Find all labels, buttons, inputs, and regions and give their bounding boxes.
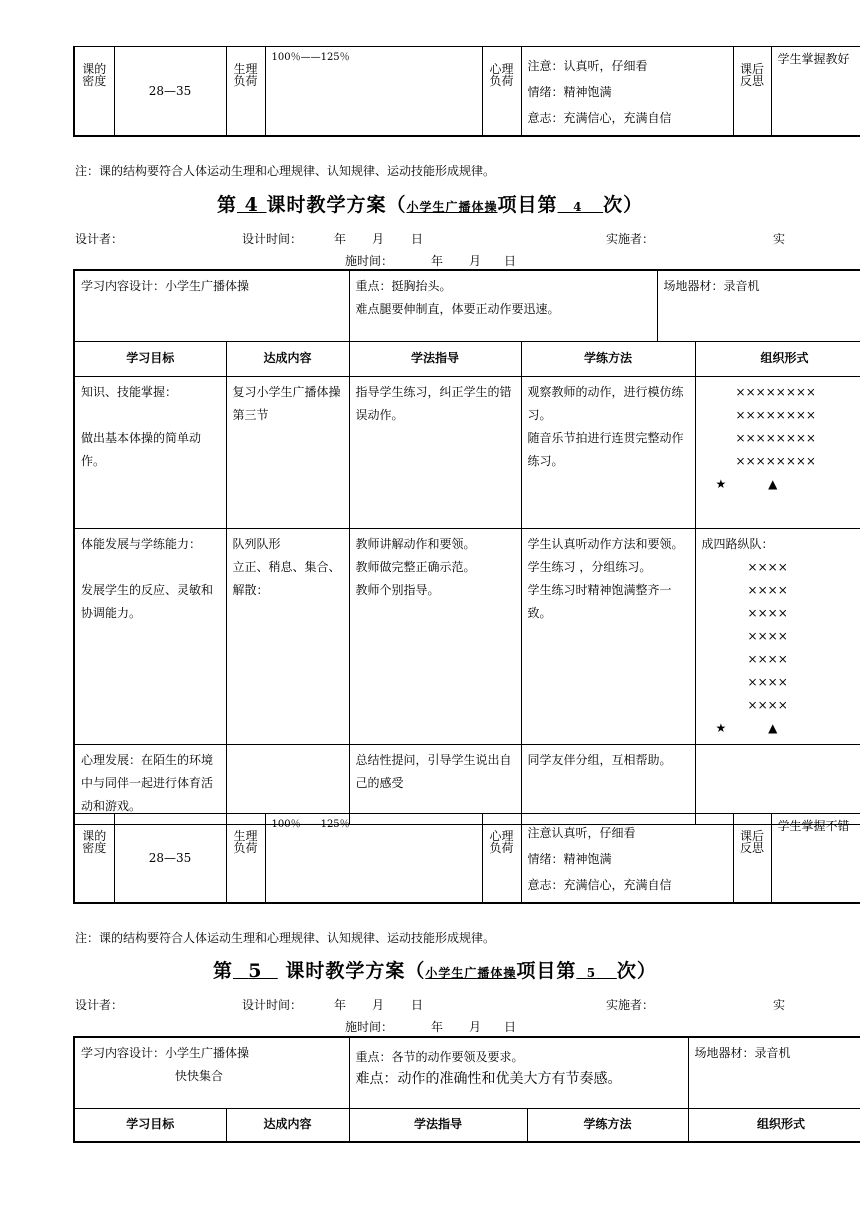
lesson5-impl-month: 月 xyxy=(469,1020,482,1034)
lesson4-table xyxy=(73,269,860,825)
lesson4-impl-day: 日 xyxy=(504,254,517,268)
lesson5-header-method: 学练方法 xyxy=(527,1108,688,1142)
structure-note: 注：课的结构要符合人体运动生理和心理规律、认知规律、运动技能形成规律。 xyxy=(75,164,496,178)
density-label: 课的密度 xyxy=(74,47,114,137)
lesson4-header-guide: 学法指导 xyxy=(349,341,521,376)
lesson4-design-time: 设计时间： xyxy=(242,232,303,246)
lesson4-phys-load-value: 100％——125％ xyxy=(265,814,482,904)
lesson5-impl-day: 日 xyxy=(504,1020,517,1034)
lesson5-title: 第 5 课时教学方案（小学生广播体操项目第 5 次） xyxy=(213,960,657,982)
psych-load-label: 心理负荷 xyxy=(482,47,521,137)
lesson4-content-2: 队列队形 立正、稍息、集合、解散： xyxy=(226,528,349,744)
lesson4-header-content: 达成内容 xyxy=(226,341,349,376)
lesson4-goal-3: 心理发展：在陌生的环境中与同伴一起进行体育活动和游戏。 xyxy=(74,744,226,824)
lesson4-summary-table xyxy=(73,813,860,904)
lesson4-key-point: 重点：挺胸抬头。 xyxy=(355,279,452,293)
lesson5-day: 日 xyxy=(411,998,424,1012)
lesson4-density-value: 28—35 xyxy=(114,814,226,904)
teacher-star-icon: ★ xyxy=(715,476,727,491)
lesson4-month: 月 xyxy=(372,232,385,246)
lesson4-density-label: 课的密度 xyxy=(74,814,114,904)
lesson5-shi: 实 xyxy=(773,998,786,1012)
lesson4-content-1: 复习小学生广播体操第三节 xyxy=(226,376,349,528)
lesson4-psych-load-label: 心理负荷 xyxy=(482,814,521,904)
lesson4-org-3 xyxy=(695,744,860,824)
lesson5-equipment: 场地器材：录音机 xyxy=(688,1037,860,1108)
lesson5-month: 月 xyxy=(372,998,385,1012)
lesson4-year: 年 xyxy=(334,232,347,246)
psych-emotion: 情绪：精神饱满 xyxy=(527,85,612,99)
lesson5-header-guide: 学法指导 xyxy=(349,1108,527,1142)
lesson5-impl-year: 年 xyxy=(431,1020,444,1034)
lesson5-design-time: 设计时间： xyxy=(242,998,303,1012)
lesson4-content-3 xyxy=(226,744,349,824)
lesson5-content-design: 学习内容设计：小学生广播体操 快快集合 xyxy=(74,1037,349,1108)
lesson5-designer: 设计者： xyxy=(75,998,124,1012)
lesson4-implementer: 实施者： xyxy=(606,232,655,246)
lesson4-designer: 设计者： xyxy=(75,232,124,246)
lesson4-title: 第 4 课时教学方案（小学生广播体操项目第 4 次） xyxy=(217,194,644,216)
lesson5-year: 年 xyxy=(334,998,347,1012)
lesson4-method-2: 学生认真听动作方法和要领。 学生练习 ，分组练习。 学生练习时精神饱满整齐一致。 xyxy=(521,528,695,744)
lesson5-impl-time: 施时间： xyxy=(345,1020,394,1034)
lesson4-guide-1: 指导学生练习，纠正学生的错误动作。 xyxy=(349,376,521,528)
lesson4-org-2-marks xyxy=(702,717,860,740)
lesson5-header-goal: 学习目标 xyxy=(74,1108,226,1142)
lesson4-impl-year: 年 xyxy=(431,254,444,268)
lesson4-goal-1: 知识、技能掌握： 做出基本体操的简单动作。 xyxy=(74,376,226,528)
lesson5-header-content: 达成内容 xyxy=(226,1108,349,1142)
lesson5-header-org: 组织形式 xyxy=(688,1108,860,1142)
lesson4-header-org: 组织形式 xyxy=(695,341,860,376)
lesson4-psych-load-list: 注意认真听，仔细看 情绪：精神饱满 意志：充满信心，充满自信 xyxy=(521,814,733,904)
psych-attention: 注意：认真听，仔细看 xyxy=(527,59,648,73)
lesson4-guide-3: 总结性提问，引导学生说出自己的感受 xyxy=(349,744,521,824)
lesson5-key-points xyxy=(349,1037,688,1108)
lesson4-day: 日 xyxy=(411,232,424,246)
lesson5-table xyxy=(73,1036,860,1143)
lesson5-implementer: 实施者： xyxy=(606,998,655,1012)
lesson4-shi: 实 xyxy=(773,232,786,246)
lesson4-content-design: 学习内容设计：小学生广播体操 xyxy=(74,270,349,341)
phys-load-value: 100％——125％ xyxy=(265,47,482,137)
lesson5-difficulty: 难点：动作的准确性和优美大方有节奏感。 xyxy=(355,1071,622,1087)
lesson4-impl-month: 月 xyxy=(469,254,482,268)
lesson4-header-goal: 学习目标 xyxy=(74,341,226,376)
lesson4-phys-load-label: 生理负荷 xyxy=(226,814,265,904)
lesson4-key-points xyxy=(349,270,657,341)
psych-will: 意志：充满信心，充满自信 xyxy=(527,111,672,125)
lesson4-difficulty: 难点腿要伸制直，体要正动作要迅速。 xyxy=(355,302,560,316)
lesson4-goal-2: 体能发展与学练能力： 发展学生的反应、灵敏和协调能力。 xyxy=(74,528,226,744)
reflection-label: 课后反思 xyxy=(733,47,771,137)
top-summary-table xyxy=(73,46,860,137)
lesson4-equipment: 场地器材：录音机 xyxy=(657,270,860,341)
equipment-triangle-icon: ▲ xyxy=(768,476,778,491)
lesson4-method-1: 观察教师的动作，进行模仿练习。 随音乐节拍进行连贯完整动作练习。 xyxy=(521,376,695,528)
lesson4-org-1: ×××××××× ×××××××× ×××××××× ×××××××× ★ ▲ xyxy=(695,376,860,528)
teacher-star-icon: ★ xyxy=(715,720,727,735)
density-value: 28—35 xyxy=(114,47,226,137)
lesson5-key-point: 重点：各节的动作要领及要求。 xyxy=(355,1050,524,1064)
psych-load-list xyxy=(521,47,733,137)
lesson4-org-1-marks xyxy=(702,473,860,496)
lesson4-reflection-value: 学生掌握不错 xyxy=(771,814,860,904)
equipment-triangle-icon: ▲ xyxy=(768,720,778,735)
lesson4-reflection-label: 课后反思 xyxy=(733,814,771,904)
lesson4-org-2: 成四路纵队： ×××× ×××× ×××× ×××× ×××× ×××× ×××× ★ ▲ xyxy=(695,528,860,744)
phys-load-label: 生理负荷 xyxy=(226,47,265,137)
lesson4-guide-2: 教师讲解动作和要领。 教师做完整正确示范。 教师个别指导。 xyxy=(349,528,521,744)
structure-note-2: 注：课的结构要符合人体运动生理和心理规律、认知规律、运动技能形成规律。 xyxy=(75,931,496,945)
lesson4-header-method: 学练方法 xyxy=(521,341,695,376)
reflection-value: 学生掌握教好 xyxy=(771,47,860,137)
lesson4-impl-time: 施时间： xyxy=(345,254,394,268)
lesson4-method-3: 同学友伴分组，互相帮助。 xyxy=(521,744,695,824)
